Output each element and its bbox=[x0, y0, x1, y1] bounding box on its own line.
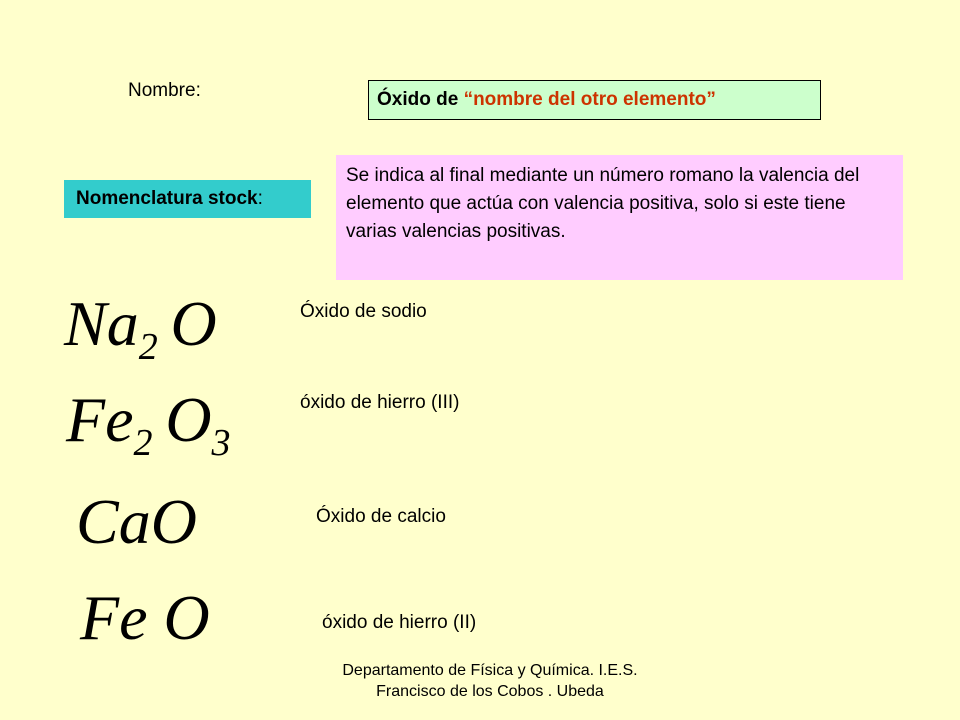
nombre-definition-box bbox=[368, 80, 821, 120]
stock-description-box: Se indica al final mediante un número romano la valencia del elemento que actúa con valencia positiva, solo si este tiene varias valencias positivas. bbox=[336, 155, 903, 280]
formula-fe2o3 bbox=[66, 384, 231, 464]
formula-subscript: 2 bbox=[138, 326, 158, 368]
formula-part: Fe bbox=[80, 582, 148, 653]
formula-cao bbox=[76, 486, 197, 557]
stock-nomenclature-label bbox=[64, 180, 311, 218]
stock-label-colon: : bbox=[257, 188, 263, 209]
formula-part: O bbox=[165, 384, 212, 455]
formula-part: O bbox=[163, 582, 210, 653]
formula-feo bbox=[80, 582, 210, 653]
stock-label-text: Nomenclatura stock bbox=[76, 188, 258, 209]
formula-part: Fe bbox=[66, 384, 134, 455]
formula-part: CaO bbox=[76, 486, 197, 557]
compound-name-calcio: Óxido de calcio bbox=[316, 506, 446, 527]
formula-subscript: 3 bbox=[211, 422, 231, 464]
nombre-value-highlight: “nombre del otro elemento” bbox=[463, 89, 716, 110]
nombre-value-lead: Óxido de bbox=[377, 89, 464, 110]
formula-subscript: 2 bbox=[133, 422, 153, 464]
compound-name-hierro-iii: óxido de hierro (III) bbox=[300, 392, 460, 413]
formula-part: O bbox=[170, 288, 217, 359]
footer-credit: Departamento de Física y Química. I.E.S. Francisco de los Cobos . Ubeda bbox=[342, 662, 638, 700]
formula-na2o bbox=[64, 288, 217, 368]
compound-name-sodio: Óxido de sodio bbox=[300, 301, 427, 322]
formula-part: Na bbox=[64, 288, 139, 359]
nombre-label: Nombre: bbox=[128, 80, 201, 101]
compound-name-hierro-ii: óxido de hierro (II) bbox=[322, 612, 477, 633]
